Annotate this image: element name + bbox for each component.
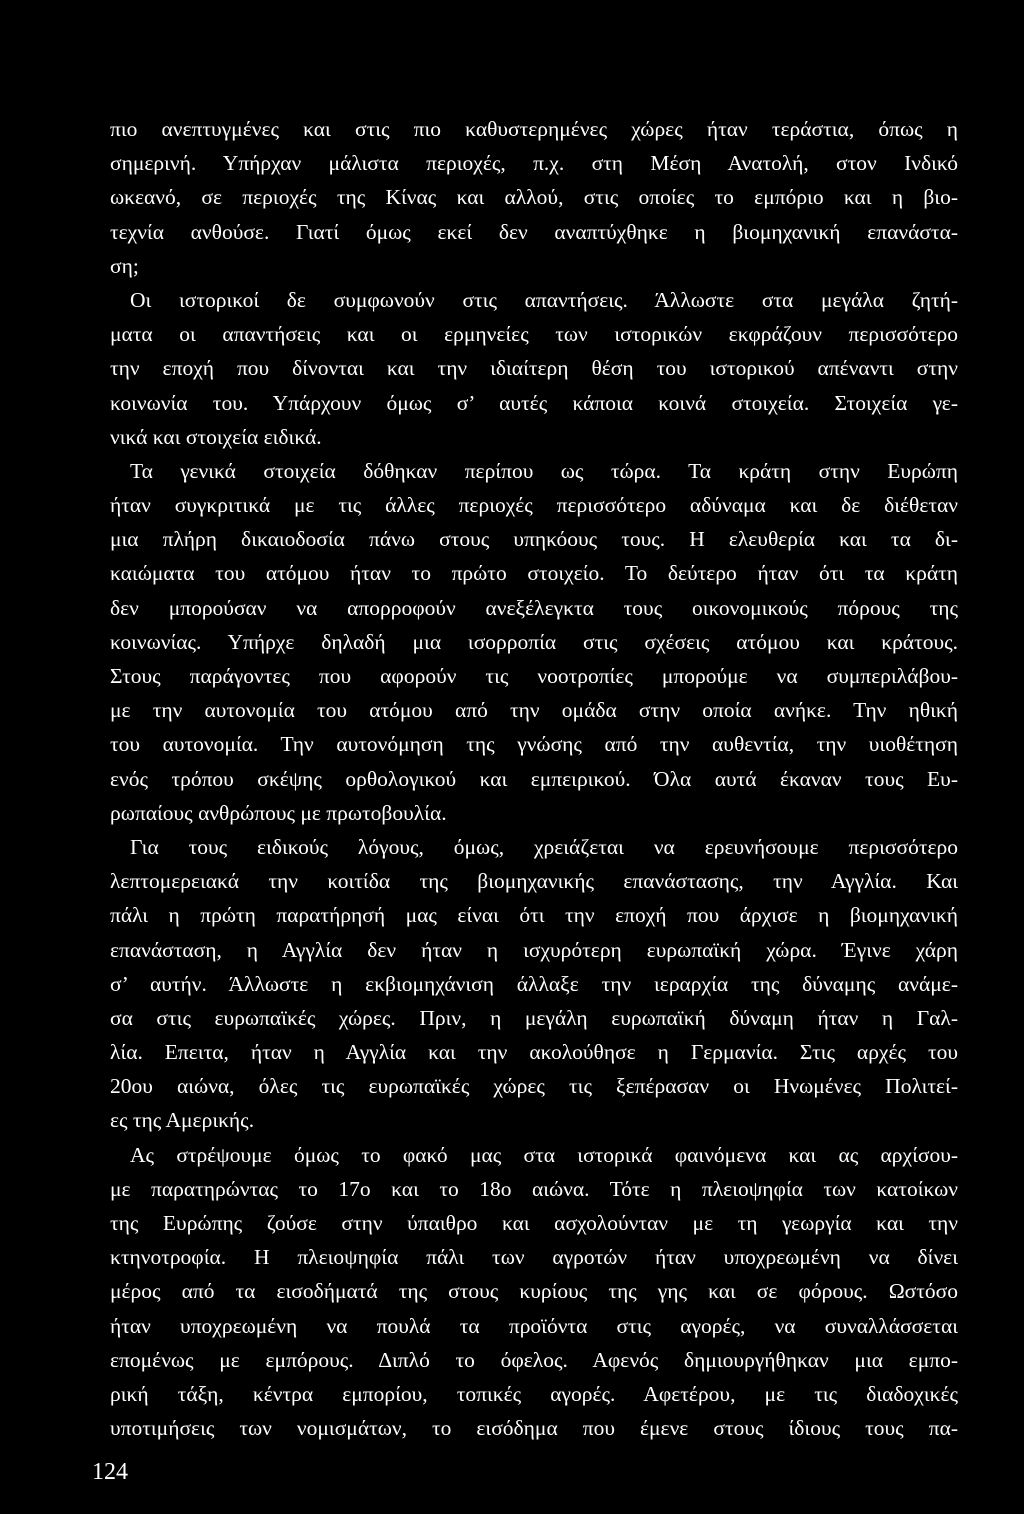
text-line: με την αυτονομία του ατόμου από την ομάδα στην οποία ανήκε. Την ηθική [110, 698, 958, 723]
text-line: της Ευρώπης ζούσε στην ύπαιθρο και ασχολούνταν με τη γεωργία και την [110, 1211, 958, 1235]
text-line: δεν μπορούσαν να απορροφούν ανεξέλεγκτα τους οικονομικούς πόρους της [110, 595, 958, 620]
text-line: πιο ανεπτυγμένες και στις πιο καθυστερημένες χώρες ήταν τεράστια, όπως η [110, 117, 958, 141]
text-line: Στους παράγοντες που αφορούν τις νοοτροπίες μπορούμε να συμπεριλάβου- [110, 664, 958, 688]
text-line: ρωπαίους ανθρώπους με πρωτοβουλία. [110, 800, 447, 825]
text-line: κοινωνίας. Υπήρχε δηλαδή μια ισορροπία στις σχέσεις ατόμου και κράτους. [110, 629, 958, 654]
text-line: σημερινή. Υπήρχαν μάλιστα περιοχές, π.χ. στη Μέση Ανατολή, στον Ινδικό [110, 151, 958, 176]
text-line: υποτιμήσεις των νομισμάτων, το εισόδημα που έμενε στους ίδιους τους πα- [110, 1416, 958, 1441]
page-number: 124 [92, 1459, 128, 1485]
text-line: νικά και στοιχεία ειδικά. [110, 424, 322, 449]
text-line: Ας στρέψουμε όμως το φακό μας στα ιστορικά φαινόμενα και ας αρχίσου- [130, 1142, 958, 1167]
text-line: μέρος από τα εισοδήματά της στους κυρίους της γης και σε φόρους. Ωστόσο [110, 1279, 958, 1304]
text-line: την εποχή που δίνονται και την ιδιαίτερη θέση του ιστορικού απέναντι στην [110, 356, 958, 381]
text-line: επομένως με εμπόρους. Διπλό το όφελος. Αφενός δημιουργήθηκαν μια εμπο- [110, 1347, 958, 1372]
text-line: ωκεανό, σε περιοχές της Κίνας και αλλού, στις οποίες το εμπόριο και η βιο- [110, 185, 958, 210]
text-line: σ’ αυτήν. Άλλωστε η εκβιομηχάνιση άλλαξε την ιεραρχία της δύναμης ανάμε- [110, 971, 958, 996]
text-line: επανάσταση, η Αγγλία δεν ήταν η ισχυρότερη ευρωπαϊκή χώρα. Έγινε χάρη [110, 937, 958, 962]
body-text [110, 112, 958, 1445]
text-line: 20ου αιώνα, όλες τις ευρωπαϊκές χώρες τις ξεπέρασαν οι Ηνωμένες Πολιτεί- [110, 1074, 958, 1099]
text-line: μια πλήρη δικαιοδοσία πάνω στους υπηκόους τους. Η ελευθερία και τα δι- [110, 527, 958, 552]
text-line: ενός τρόπου σκέψης ορθολογικού και εμπειρικού. Όλα αυτά έκαναν τους Ευ- [110, 766, 958, 791]
text-line: Για τους ειδικούς λόγους, όμως, χρειάζεται να ερευνήσουμε περισσότερο [130, 834, 958, 859]
text-line: σα στις ευρωπαϊκές χώρες. Πριν, η μεγάλη ευρωπαϊκή δύναμη ήταν η Γαλ- [110, 1005, 958, 1030]
text-line: Τα γενικά στοιχεία δόθηκαν περίπου ως τώρα. Τα κράτη στην Ευρώπη [130, 458, 958, 483]
text-line: ες της Αμερικής. [110, 1108, 255, 1133]
text-line: ρική τάξη, κέντρα εμπορίου, τοπικές αγορές. Αφετέρου, με τις διαδοχικές [110, 1381, 958, 1406]
text-line: καιώματα του ατόμου ήταν το πρώτο στοιχείο. Το δεύτερο ήταν ότι τα κράτη [110, 561, 958, 586]
text-line: με παρατηρώντας το 17ο και το 18ο αιώνα. Τότε η πλειοψηφία των κατοίκων [110, 1176, 958, 1201]
text-line: ση; [110, 253, 139, 278]
text-line: λία. Επειτα, ήταν η Αγγλία και την ακολούθησε η Γερμανία. Στις αρχές του [110, 1040, 958, 1065]
text-line: πάλι η πρώτη παρατήρησή μας είναι ότι την εποχή που άρχισε η βιομηχανική [110, 903, 958, 928]
text-line: ήταν υποχρεωμένη να πουλά τα προϊόντα στις αγορές, να συναλλάσσεται [110, 1313, 958, 1338]
text-line: κτηνοτροφία. Η πλειοψηφία πάλι των αγροτών ήταν υποχρεωμένη να δίνει [110, 1245, 958, 1270]
text-line: ματα οι απαντήσεις και οι ερμηνείες των ιστορικών εκφράζουν περισσότερο [110, 322, 958, 347]
text-line: κοινωνία του. Υπάρχουν όμως σ’ αυτές κάποια κοινά στοιχεία. Στοιχεία γε- [110, 390, 958, 415]
text-line: λεπτομερειακά την κοιτίδα της βιομηχανικής επανάστασης, την Αγγλία. Και [110, 869, 958, 894]
text-line: ήταν συγκριτικά με τις άλλες περιοχές περισσότερο αδύναμα και δε διέθεταν [110, 493, 958, 518]
text-line: του αυτονομία. Την αυτονόμηση της γνώσης από την αυθεντία, την υιοθέτηση [110, 732, 958, 757]
text-line: τεχνία ανθούσε. Γιατί όμως εκεί δεν αναπτύχθηκε η βιομηχανική επανάστα- [110, 219, 958, 244]
text-line: Οι ιστορικοί δε συμφωνούν στις απαντήσεις. Άλλωστε στα μεγάλα ζητή- [130, 287, 958, 312]
